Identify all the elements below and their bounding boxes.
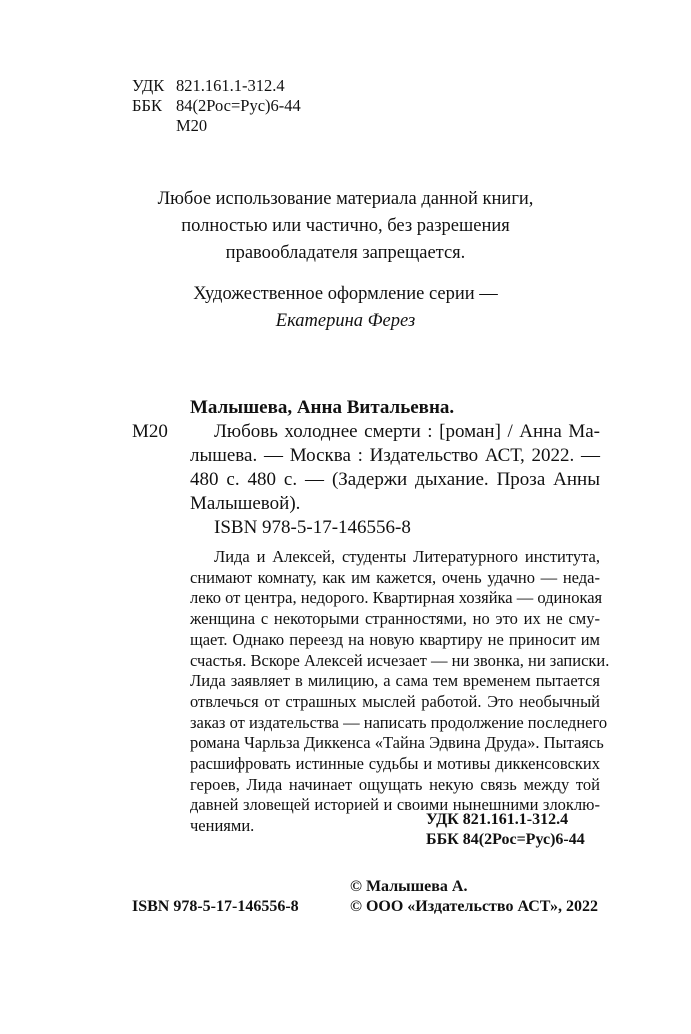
description-line: лышева. — Москва : Издательство АСТ, 2022. — — [190, 445, 600, 466]
bbk-value: 84(2Рос=Рус)6-44 — [176, 96, 301, 115]
author-mark: М20 — [132, 421, 168, 442]
description-line: Любовь холоднее смерти : [роман] / Анна Ма- — [214, 421, 600, 442]
annotation-line: щает. Однако переезд на новую квартиру не приносит им — [190, 629, 600, 649]
design-credit-line: Художественное оформление серии — — [193, 284, 498, 304]
udk-bottom: УДК 821.161.1-312.4 — [426, 811, 569, 828]
annotation-line: расшифровать истинные судьбы и мотивы диккенсовских — [190, 754, 600, 774]
designer-name: Екатерина Ферез — [275, 311, 416, 331]
usage-notice — [0, 186, 691, 267]
udk-value: 821.161.1-312.4 — [176, 76, 285, 95]
bibliographic-description — [190, 420, 600, 516]
author-mark-top: М20 — [176, 116, 208, 135]
annotation-line: счастья. Вскоре Алексей исчезает — ни звонка, ни записки. — [190, 650, 610, 670]
isbn-footer: ISBN 978-5-17-146556-8 — [132, 898, 299, 915]
annotation-line: Лида заявляет в милицию, а сама тем временем пытается — [190, 671, 600, 691]
annotation-line: чениями. — [190, 816, 255, 836]
bbk-bottom: ББК 84(2Рос=Рус)6-44 — [426, 831, 585, 848]
annotation-line: заказ от издательства — написать продолжение последнего — [190, 712, 608, 732]
description-line: 480 с. 480 с. — (Задержи дыхание. Проза Анны — [190, 469, 600, 490]
copyright-publisher: © ООО «Издательство АСТ», 2022 — [350, 898, 599, 915]
annotation-line: леко от центра, недорого. Квартирная хозяйка — одинокая — [190, 588, 603, 608]
bbk-label: ББК — [132, 96, 162, 115]
annotation-line: романа Чарльза Диккенса «Тайна Эдвина Друда». Пытаясь — [190, 733, 604, 753]
annotation — [190, 547, 610, 837]
udk-label: УДК — [132, 76, 165, 95]
notice-line: Любое использование материала данной книги, — [157, 189, 534, 209]
notice-line: полностью или частично, без разрешения — [181, 216, 510, 236]
notice-line: правообладателя запрещается. — [225, 243, 466, 263]
isbn-record: ISBN 978-5-17-146556-8 — [214, 517, 411, 538]
annotation-line: отвлечься от страшных мыслей работой. Это необычный — [190, 691, 600, 711]
annotation-line: давней зловещей историей и своими нынешними злоклю- — [190, 795, 600, 815]
design-credit — [0, 281, 691, 335]
annotation-line: героев, Лида начинает ощущать некую связь между той — [190, 774, 600, 794]
annotation-line: снимают комнату, как им кажется, очень удачно — неда- — [190, 567, 600, 587]
copyright-author: © Малышева А. — [350, 878, 468, 895]
author-heading: Малышева, Анна Витальевна. — [190, 397, 455, 418]
annotation-line: Лида и Алексей, студенты Литературного института, — [214, 547, 600, 566]
description-line: Малышевой). — [190, 493, 301, 514]
annotation-line: женщина с некоторыми странностями, но это их не сму- — [190, 609, 600, 629]
